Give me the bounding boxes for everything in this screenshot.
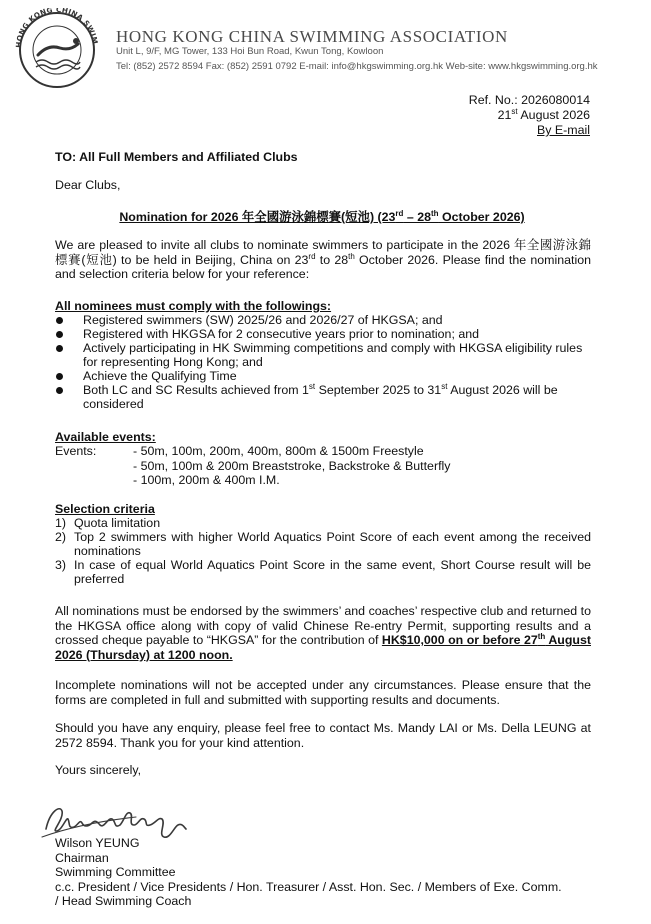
reference-number: Ref. No.: 2026080014: [468, 93, 590, 107]
events-list: [133, 444, 450, 488]
intro-paragraph: We are pleased to invite all clubs to nominate swimmers to participate in the 2026 年全國游泳錦標賽(短池) to be held in Beijing, China on 23rd to 28th October 2026. Please find the nomination and selection criteria below for your reference:: [55, 238, 591, 282]
event-line: - 50m, 100m, 200m, 400m, 800m & 1500m Freestyle: [133, 444, 424, 458]
event-line: - 50m, 100m & 200m Breaststroke, Backstroke & Butterfly: [133, 458, 451, 473]
cc-line: c.c. President / Vice Presidents / Hon. Treasurer / Asst. Hon. Sec. / Members of Exe. Comm.: [55, 879, 562, 894]
list-item: Registered swimmers (SW) 2025/26 and 2026/27 of HKGSA; and: [55, 313, 591, 327]
bullet-icon: [56, 373, 63, 380]
signatory-role: Chairman: [55, 850, 109, 865]
list-item: 2) Top 2 swimmers with higher World Aquatics Point Score of each event among the received nominations: [55, 530, 591, 558]
list-item: Actively participating in HK Swimming competitions and comply with HKGSA eligibility rules for representing Hong Kong; and: [55, 341, 591, 369]
bullet-icon: [56, 387, 63, 394]
list-item: 1) Quota limitation: [55, 516, 161, 530]
salutation: Dear Clubs,: [55, 178, 121, 192]
organization-address: Unit L, 9/F, MG Tower, 133 Hoi Bun Road, Kwun Tong, Kowloon: [116, 46, 384, 57]
list-item: Achieve the Qualifying Time: [55, 369, 591, 383]
list-item: Registered with HKGSA for 2 consecutive years prior to nomination; and: [55, 327, 591, 341]
events-heading: Available events:: [55, 430, 156, 444]
enquiry-paragraph: Should you have any enquiry, please feel free to contact Ms. Mandy LAI or Ms. Della LEUNG at 2572 8594. Thank you for your kind attention.: [55, 721, 591, 750]
hkgsa-logo: [10, 8, 104, 88]
letter-date: 21st August 2026: [497, 107, 590, 122]
delivery-method: By E-mail: [536, 123, 590, 137]
signatory-block: [55, 836, 562, 909]
incomplete-notice-paragraph: Incomplete nominations will not be accepted under any circumstances. Please ensure that the forms are completed in full and submitted with supporting results and documents.: [55, 678, 591, 707]
letter-title: Nomination for 2026 年全國游泳錦標賽(短池) (23rd – 28th October 2026): [119, 209, 525, 224]
bullet-icon: [56, 345, 63, 352]
endorsement-paragraph: All nominations must be endorsed by the swimmers’ and coaches’ respective club and returned to the HKGSA office along with copy of valid Chinese Re-entry Permit, supporting results and a crossed cheque payable to “HKGSA” for the contribution of HK$10,000 on or before 27th August 2026 (Thursday) at 1200 noon.: [55, 604, 591, 662]
selection-heading: Selection criteria: [55, 502, 155, 516]
selection-criteria-list: [55, 516, 591, 586]
list-item: 3) In case of equal World Aquatics Point Score in the same event, Short Course result will be preferred: [55, 558, 591, 586]
signatory-name: Wilson YEUNG: [55, 836, 140, 850]
signatory-committee: Swimming Committee: [55, 865, 176, 879]
bullet-icon: [56, 331, 63, 338]
reference-block: [469, 93, 590, 138]
list-item: Both LC and SC Results achieved from 1st September 2025 to 31st August 2026 will be considered: [55, 383, 591, 411]
requirements-list: [55, 313, 591, 411]
bullet-icon: [56, 317, 63, 324]
organization-name: HONG KONG CHINA SWIMMING ASSOCIATION: [116, 27, 508, 46]
recipient-line: TO: All Full Members and Affiliated Clubs: [55, 150, 298, 164]
closing-line: Yours sincerely,: [55, 763, 142, 777]
logo-ring-text: HONG KONG CHINA SWIM: [13, 8, 100, 49]
organization-contact: Tel: (852) 2572 8594 Fax: (852) 2591 0792 E-mail: info@hkgswimming.org.hk Web-site: www.hkgswimming.org.hk: [116, 61, 598, 72]
cc-line: / Head Swimming Coach: [55, 894, 192, 908]
svg-text:HONG KONG CHINA SWIMMING ASSOC: [10, 8, 100, 48]
event-line: - 100m, 200m & 400m I.M.: [133, 473, 280, 487]
requirements-heading: All nominees must comply with the followings:: [55, 299, 332, 313]
events-label: Events:: [55, 444, 97, 458]
